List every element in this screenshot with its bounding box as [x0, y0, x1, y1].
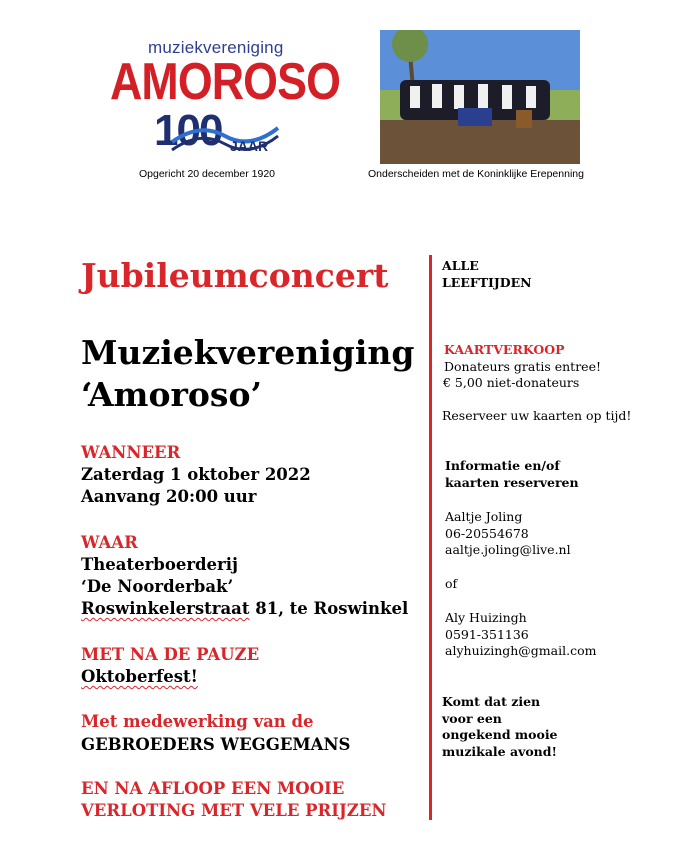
ticket-block	[444, 342, 601, 392]
leeftijden-text: LEEFTIJDEN	[442, 274, 532, 290]
pauze-label: MET NA DE PAUZE	[81, 645, 260, 664]
age-block	[442, 258, 532, 291]
verloting-line-1: EN NA AFLOOP EEN MOOIE	[81, 779, 345, 798]
info-line-2: kaarten reserveren	[445, 474, 579, 490]
caption-founded: Opgericht 20 december 1920	[139, 168, 276, 180]
band-photo-illustration	[380, 30, 580, 164]
contact-2	[445, 610, 596, 660]
waar-street: Roswinkelerstraat	[81, 599, 250, 618]
closing-line-1: Komt dat zien	[442, 694, 541, 709]
medewerking-label: Met medewerking van de	[81, 712, 314, 731]
heading-line-1: Muziekvereniging	[81, 333, 415, 372]
verloting-line-2: VERLOTING MET VELE PRIJZEN	[81, 801, 387, 820]
waar-venue-name: ‘De Noorderbak’	[81, 577, 234, 596]
concert-title: Jubileumconcert	[81, 256, 389, 295]
info-heading	[445, 458, 579, 491]
column-divider	[429, 255, 432, 820]
closing-line-3: ongekend mooie	[442, 727, 558, 742]
logo-100: 100	[154, 106, 222, 155]
donateurs-text: Donateurs gratis entree!	[444, 358, 601, 374]
closing-line-4: muzikale avond!	[442, 743, 557, 759]
amoroso-logo	[110, 38, 341, 160]
contact-2-name: Aly Huizingh	[445, 610, 527, 625]
wanneer-time: Aanvang 20:00 uur	[81, 487, 257, 506]
contact-1	[445, 509, 571, 559]
heading-line-2: ‘Amoroso’	[81, 375, 262, 414]
or-text: of	[445, 576, 458, 591]
logo-subtitle: muziekvereniging	[148, 38, 284, 57]
contact-2-email: alyhuizingh@gmail.com	[445, 643, 597, 658]
wanneer-date: Zaterdag 1 oktober 2022	[81, 465, 311, 484]
contact-1-email: aaltje.joling@live.nl	[445, 542, 571, 557]
caption-erepenning: Onderscheiden met de Koninklijke Erepenning	[368, 168, 584, 180]
association-heading	[81, 332, 414, 416]
alle-text: ALLE	[442, 258, 479, 273]
price-text: € 5,00 niet-donateurs	[443, 375, 580, 390]
oktoberfest-text: Oktoberfest!	[81, 667, 198, 686]
contact-1-phone: 06-20554678	[445, 525, 529, 541]
waar-label: WAAR	[81, 533, 138, 552]
kaartverkoop-label: KAARTVERKOOP	[444, 342, 565, 357]
pauze-value	[81, 666, 198, 688]
medewerking-value: GEBROEDERS WEGGEMANS	[81, 735, 351, 754]
waar-venue: Theaterboerderij	[81, 555, 238, 574]
reserveer-text: Reserveer uw kaarten op tijd!	[442, 408, 632, 423]
logo-wordmark: AMOROSO	[110, 53, 341, 111]
logo-jaar: JAAR	[230, 138, 269, 154]
contact-1-name: Aaltje Joling	[445, 509, 523, 524]
waar-address	[81, 598, 408, 620]
band-photo	[380, 30, 580, 164]
wanneer-label: WANNEER	[81, 443, 181, 462]
closing-block	[442, 694, 558, 760]
contact-2-phone: 0591-351136	[445, 626, 529, 642]
closing-line-2: voor een	[442, 710, 502, 726]
info-line-1: Informatie en/of	[445, 458, 560, 473]
waar-address-rest: 81, te Roswinkel	[249, 599, 409, 618]
